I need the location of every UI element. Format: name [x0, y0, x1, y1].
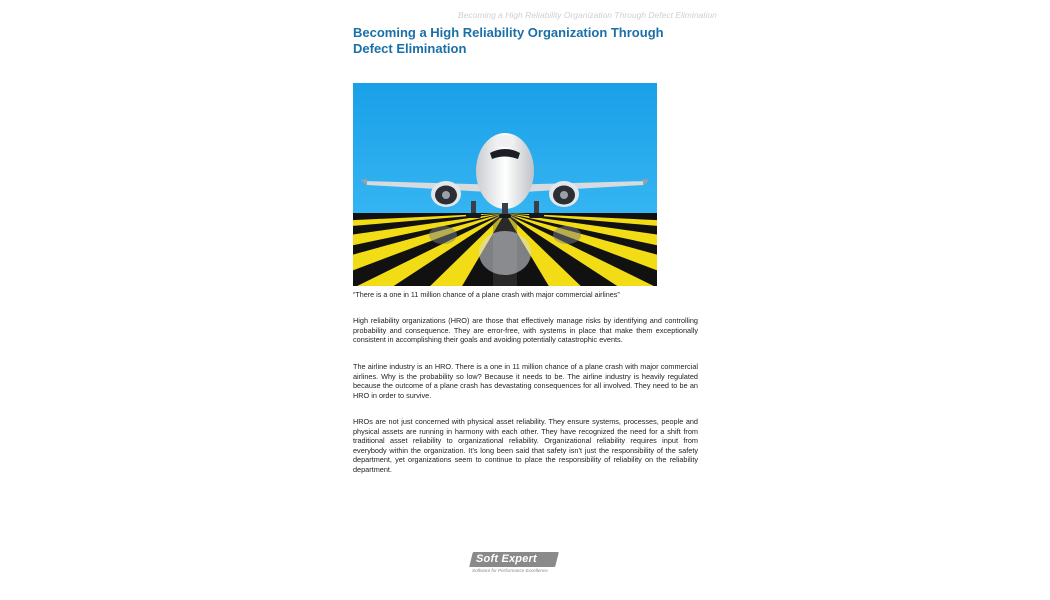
hero-image: [353, 83, 657, 286]
paragraph-hro-definition: High reliability organizations (HRO) are those that effectively manage risks by identifying and controlling probability and consequence. They are error-free, with systems in place that make them exceptionally consistent in accomplishing their goals and avoiding potentially catastrophic events.: [353, 316, 698, 345]
softexpert-logo: [471, 552, 561, 578]
page-title: Becoming a High Reliability Organization Through Defect Elimination: [353, 25, 664, 56]
paragraph-organizational-reliability: HROs are not just concerned with physical asset reliability. They ensure systems, processes, people and physical assets are running in harmony with each other. They have recognized the need for a shift from traditional asset reliability to organizational reliability. Organizational reliability requires input from everybody within the organization. It’s long been said that safety isn’t just the responsibility of the safety department, yet organizations seem to continue to place the responsibility of reliability on the reliability department.: [353, 417, 698, 474]
logo-text: Soft Expert: [476, 553, 537, 565]
running-header: Becoming a High Reliability Organization Through Defect Elimination: [458, 10, 717, 20]
paragraph-airline-industry: The airline industry is an HRO. There is a one in 11 million chance of a plane crash with major commercial airlines. Why is the probability so low? Because it needs to be. The airline industry is heavily regulated because the outcome of a plane crash has devastating consequences for all involved. They need to be an HRO in order to survive.: [353, 362, 698, 400]
airplane-on-runway-image: [353, 83, 657, 286]
logo-tagline: Software for Performance Excellence: [472, 568, 548, 573]
image-caption: “There is a one in 11 million chance of a plane crash with major commercial airlines”: [353, 290, 620, 299]
